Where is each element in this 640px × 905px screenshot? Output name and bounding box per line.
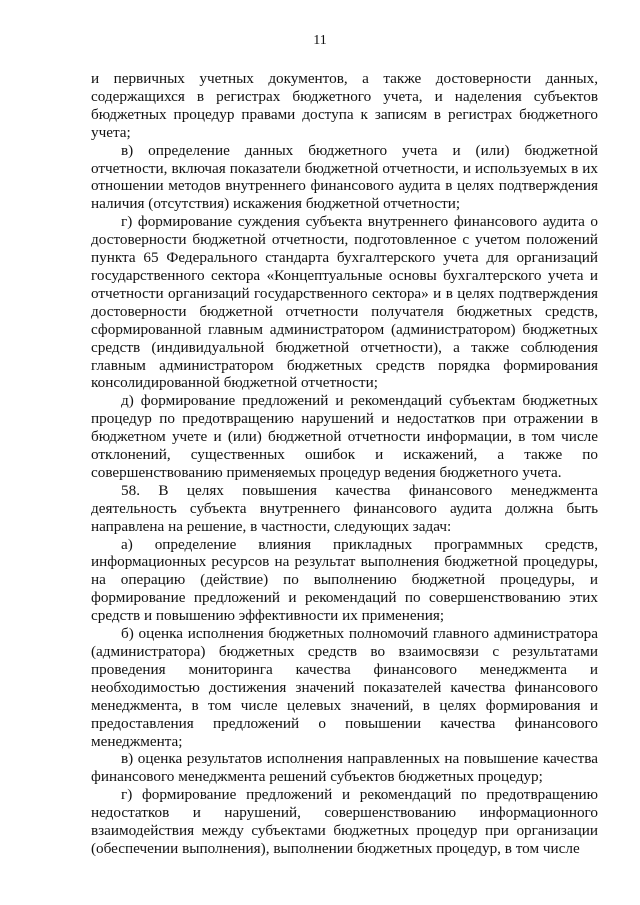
- page-number: 11: [313, 33, 327, 48]
- page-body: [91, 70, 598, 858]
- paragraph-item-g-2: г) формирование предложений и рекомендаций по предотвращению недостатков и нарушений, совершенствованию информационного взаимодействия между субъектами бюджетных процедур при организации (обеспечении выполнения), выполнении бюджетных процедур, в том числе: [91, 786, 598, 857]
- paragraph-item-b: б) оценка исполнения бюджетных полномочий главного администратора (администратора) бюджетных средств во взаимосвязи с результатами проведения мониторинга качества финансового менеджмента и необходимостью достижения значений показателей качества финансового менеджмента, в том числе целевых значений, в целях формирования и предоставления предложений о повышении качества финансового менеджмента;: [91, 625, 598, 750]
- paragraph-item-v: в) определение данных бюджетного учета и (или) бюджетной отчетности, включая показатели бюджетной отчетности, и используемых в их отношении методов внутреннего финансового аудита в целях подтверждения наличия (отсутствия) искажения бюджетной отчетности;: [91, 141, 598, 213]
- paragraph-item-v-2: в) оценка результатов исполнения направленных на повышение качества финансового менеджмента решений субъектов бюджетных процедур;: [91, 750, 598, 786]
- paragraph-continuation: и первичных учетных документов, а также достоверности данных, содержащихся в регистрах бюджетного учета, и наделения субъектов бюджетных процедур правами доступа к записям в регистрах бюджетного учета;: [91, 70, 598, 141]
- paragraph-item-g: г) формирование суждения субъекта внутреннего финансового аудита о достоверности бюджетной отчетности, подготовленное с учетом положений пункта 65 Федерального стандарта бухгалтерского учета для организаций государственного сектора «Концептуальные основы бухгалтерского учета и отчетности организаций государственного сектора» и в целях подтверждения достоверности бюджетной отчетности получателя бюджетных средств, сформированной главным администратором (администратором) бюджетных средств (индивидуальной бюджетной отчетности), а также соблюдения главным администратором бюджетных средств порядка формирования консолидированной бюджетной отчетности;: [91, 213, 598, 392]
- paragraph-item-d: д) формирование предложений и рекомендаций субъектам бюджетных процедур по предотвращению нарушений и недостатков при отражении в бюджетном учете и (или) бюджетной отчетности информации, в том числе отклонений, существенных ошибок и искажений, а также по совершенствованию применяемых процедур ведения бюджетного учета.: [91, 392, 598, 481]
- paragraph-item-a: а) определение влияния прикладных программных средств, информационных ресурсов на результат выполнения бюджетной процедуры, на операцию (действие) по выполнению бюджетной процедуры, и формирование предложений и рекомендаций по совершенствованию этих средств и повышению эффективности их применения;: [91, 535, 598, 625]
- paragraph-clause-58: 58. В целях повышения качества финансового менеджмента деятельность субъекта внутреннего финансового аудита должна быть направлена на решение, в частности, следующих задач:: [91, 481, 598, 535]
